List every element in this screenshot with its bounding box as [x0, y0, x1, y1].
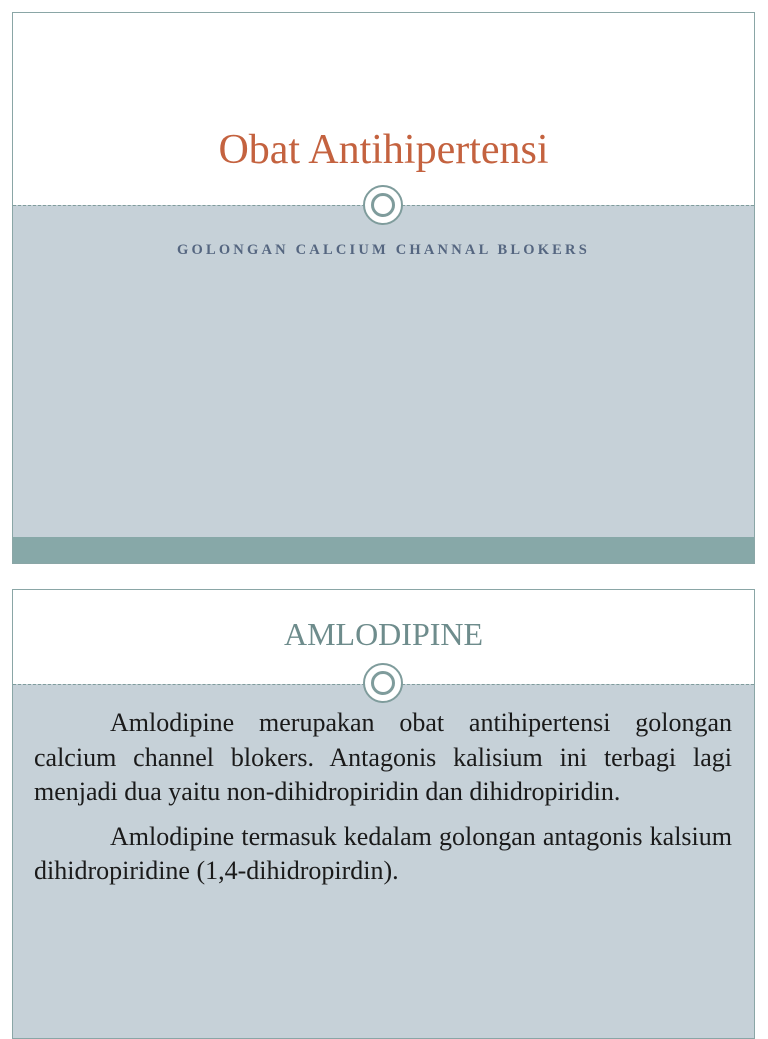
title-slide [12, 12, 755, 564]
circle-ornament-icon [363, 663, 403, 703]
slide-title: Obat Antihipertensi [218, 127, 549, 173]
content-slide [12, 589, 755, 1039]
body-paragraph: Amlodipine merupakan obat antihipertensi golongan calcium channel blokers. Antagonis kalisium ini terbagi lagi menjadi dua yaitu non-dihidropiridin dan dihidropiridin. [34, 708, 732, 806]
slide-title: AMLODIPINE [283, 616, 484, 652]
slide-body-text [34, 706, 732, 899]
body-paragraph: Amlodipine termasuk kedalam golongan antagonis kalsium dihidropiridine (1,4-dihidropirdin). [34, 821, 732, 885]
slide-header-area [13, 13, 754, 205]
slide-subtitle: GOLONGAN CALCIUM CHANNAL BLOKERS [177, 242, 590, 258]
footer-band [13, 537, 754, 564]
circle-ornament-icon [363, 185, 403, 225]
